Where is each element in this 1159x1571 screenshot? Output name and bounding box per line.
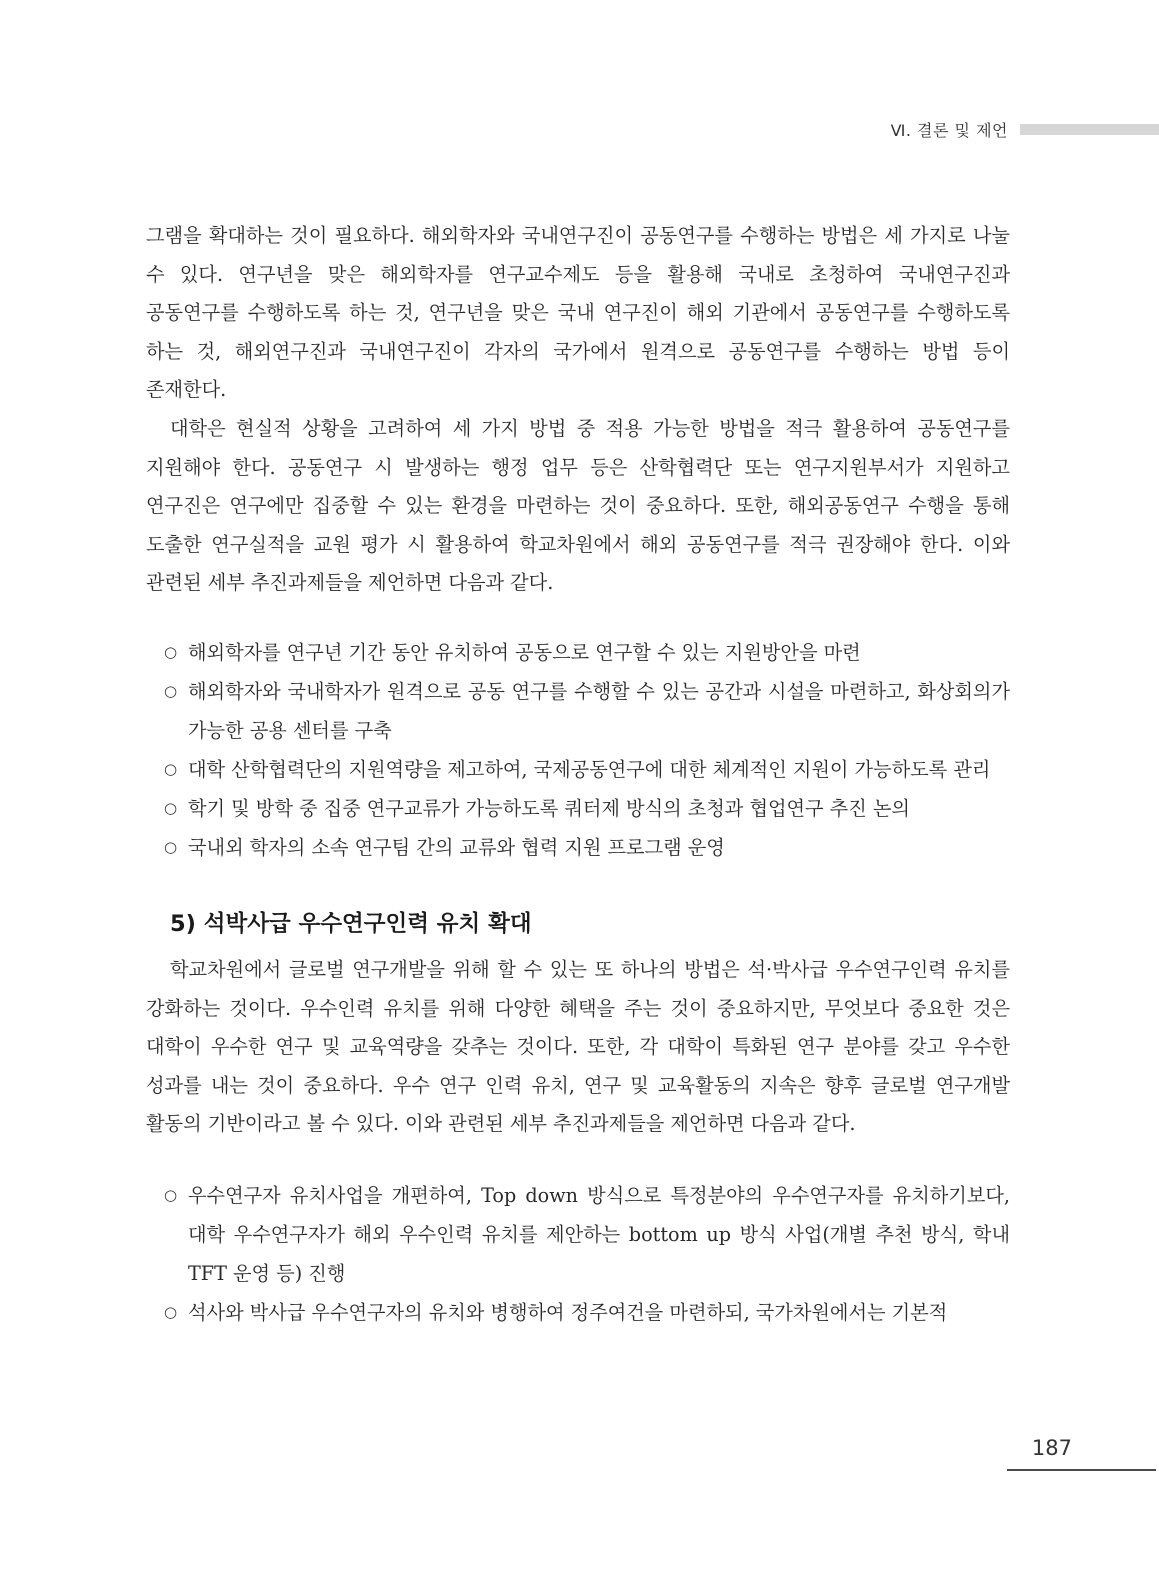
list-item-text: 석사와 박사급 우수연구자의 유치와 병행하여 정주여건을 마련하되, 국가차원에서는 기본적 <box>188 1300 948 1324</box>
bullet-circle-icon: ○ <box>164 681 178 700</box>
list-item-text: 우수연구자 유치사업을 개편하여, Top down 방식으로 특정분야의 우수연구자를 유치하기보다, 대학 우수연구자가 해외 우수인력 유치를 제안하는 bottom up 방식 사업(개별 추천 방식, 학내 TFT 운영 등) 진행 <box>188 1183 1010 1285</box>
list-item <box>146 1176 1010 1293</box>
list-item-text: 해외학자를 연구년 기간 동안 유치하여 공동으로 연구할 수 있는 지원방안을 마련 <box>188 640 861 664</box>
list-item-text: 대학 산학협력단의 지원역량을 제고하여, 국제공동연구에 대한 체계적인 지원이 가능하도록 관리 <box>188 757 991 781</box>
list-item-text: 국내외 학자의 소속 연구팀 간의 교류와 협력 지원 프로그램 운영 <box>188 835 725 859</box>
bullet-circle-icon: ○ <box>164 759 178 778</box>
bullet-circle-icon: ○ <box>164 798 178 817</box>
list-item-text: 해외학자와 국내학자가 원격으로 공동 연구를 수행할 수 있는 공간과 시설을 마련하고, 화상회의가 가능한 공용 센터를 구축 <box>188 679 1010 742</box>
list-item <box>146 633 1010 672</box>
list-item <box>146 750 1010 789</box>
list-item-text: 학기 및 방학 중 집중 연구교류가 가능하도록 쿼터제 방식의 초청과 협업연구 추진 논의 <box>188 796 910 820</box>
footer-rule <box>1007 1469 1156 1471</box>
recommendation-list <box>146 1176 1010 1332</box>
section-heading: 5) 석박사급 우수연구인력 유치 확대 <box>170 910 532 937</box>
running-header <box>891 117 1159 141</box>
header-bar <box>1020 124 1159 135</box>
main-content <box>146 217 1010 1332</box>
paragraph: 대학은 현실적 상황을 고려하여 세 가지 방법 중 적용 가능한 방법을 적극 활용하여 공동연구를 지원해야 한다. 공동연구 시 발생하는 행정 업무 등은 산학협력단 또는 연구지원부서가 지원하고 연구진은 연구에만 집중할 수 있는 환경을 마련하는 것이 중요하다. 또한, 해외공동연구 수행을 통해 도출한 연구실적을 교원 평가 시 활용하여 학교차원에서 해외 공동연구를 적극 권장해야 한다. 이와 관련된 세부 추진과제들을 제언하면 다음과 같다. <box>146 416 1010 595</box>
bullet-circle-icon: ○ <box>164 1302 178 1321</box>
list-item <box>146 672 1010 750</box>
bullet-circle-icon: ○ <box>164 837 178 856</box>
list-item <box>146 828 1010 867</box>
bullet-circle-icon: ○ <box>164 642 178 661</box>
chapter-title: Ⅵ. 결론 및 제언 <box>890 120 1008 140</box>
paragraph: 그램을 확대하는 것이 필요하다. 해외학자와 국내연구진이 공동연구를 수행하는 방법은 세 가지로 나눌 수 있다. 연구년을 맞은 해외학자를 연구교수제도 등을 활용해 국내로 초청하여 국내연구진과 공동연구를 수행하도록 하는 것, 연구년을 맞은 국내 연구진이 해외 기관에서 공동연구를 수행하도록 하는 것, 해외연구진과 국내연구진이 각자의 국가에서 원격으로 공동연구를 수행하는 방법 등이 존재한다. <box>146 224 1010 402</box>
paragraph: 학교차원에서 글로벌 연구개발을 위해 할 수 있는 또 하나의 방법은 석·박사급 우수연구인력 유치를 강화하는 것이다. 우수인력 유치를 위해 다양한 혜택을 주는 것이 중요하지만, 무엇보다 중요한 것은 대학이 우수한 연구 및 교육역량을 갖추는 것이다. 또한, 각 대학이 특화된 연구 분야를 갖고 우수한 성과를 내는 것이 중요하다. 우수 연구 인력 유치, 연구 및 교육활동의 지속은 향후 글로벌 연구개발 활동의 기반이라고 볼 수 있다. 이와 관련된 세부 추진과제들을 제언하면 다음과 같다. <box>146 957 1010 1136</box>
page-number: 187 <box>1031 1436 1072 1460</box>
list-item <box>146 1293 1010 1332</box>
recommendation-list <box>146 633 1010 867</box>
bullet-circle-icon: ○ <box>164 1185 178 1204</box>
list-item <box>146 789 1010 828</box>
